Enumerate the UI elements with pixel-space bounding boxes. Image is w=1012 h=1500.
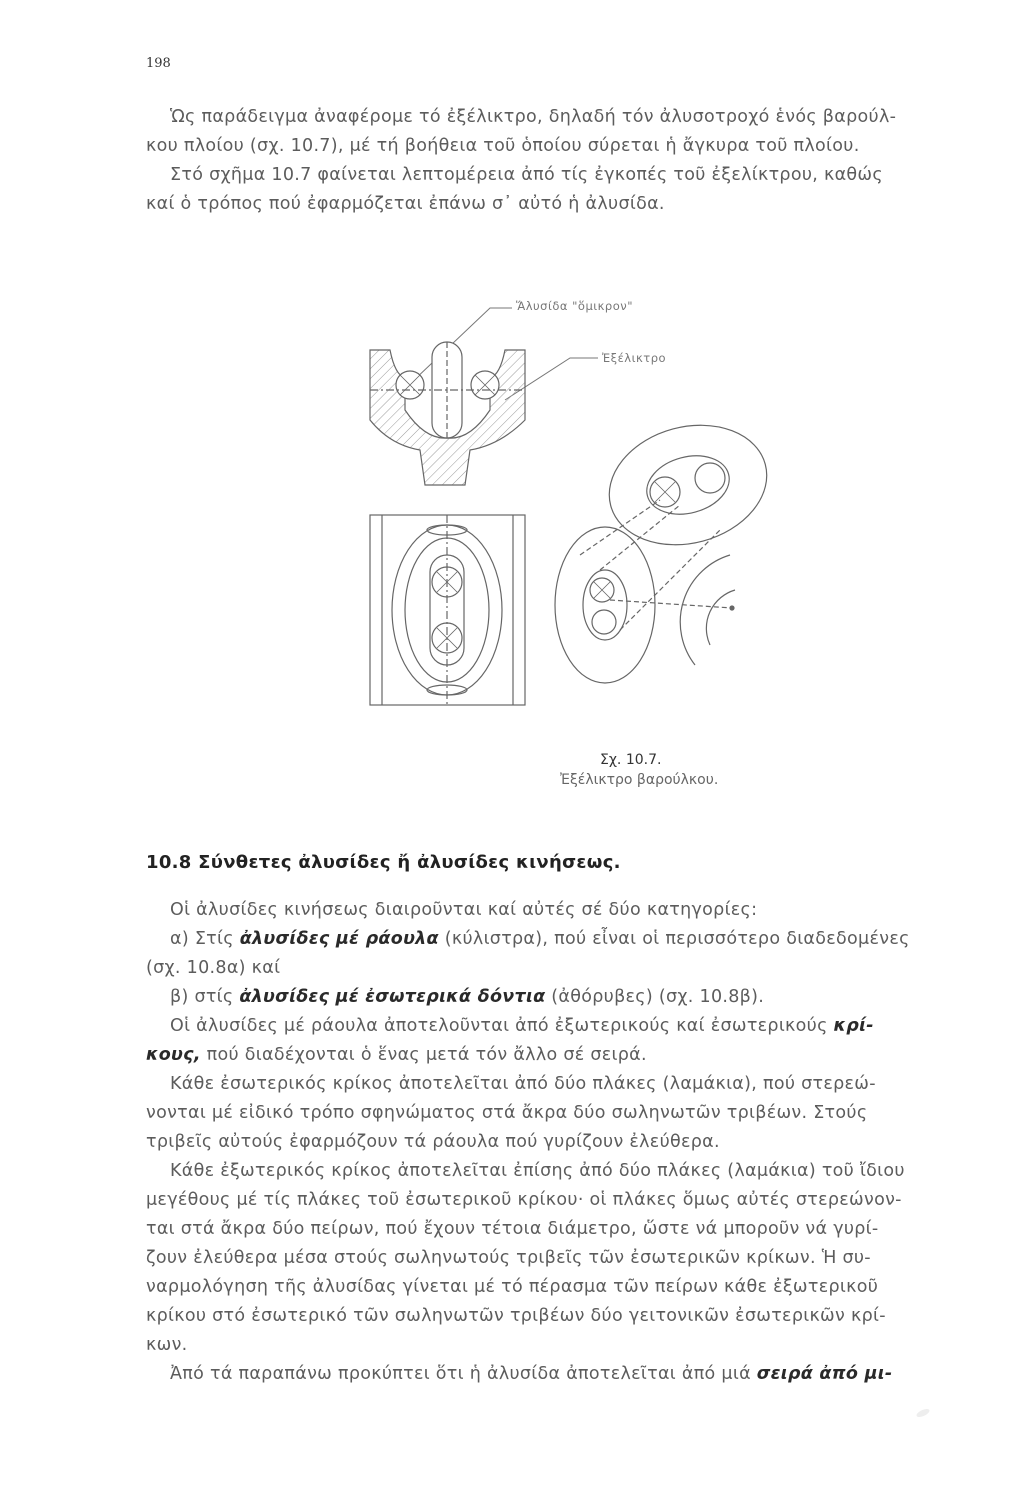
p2-text-end: πού διαδέχονται ὁ ἕνας μετά τόν ἄλλο σέ σειρά. (200, 1045, 647, 1065)
intro-line: καί ὁ τρόπος πού ἐφαρμόζεται ἐπάνω σ᾿ αὐτό ἡ ἀλυσίδα. (146, 194, 665, 214)
item-b-term: ἀλυσίδες μέ ἐσωτερικά δόντια (239, 987, 546, 1007)
body-line: Κάθε ἐξωτερικός κρίκος ἀποτελεῖται ἐπίσης ἀπό δύο πλάκες (λαμάκια) τοῦ ἴδιου (170, 1161, 905, 1181)
item-a-term: ἀλυσίδες μέ ράουλα (239, 929, 439, 949)
body-text (146, 896, 966, 1389)
body-line (146, 983, 966, 1012)
intro-line: κου πλοίου (σχ. 10.7), μέ τή βοήθεια τοῦ ὁποίου σύρεται ἡ ἄγκυρα τοῦ πλοίου. (146, 136, 860, 156)
label-wheel: Ἐξέλικτρο (602, 351, 667, 365)
body-line (146, 1012, 966, 1041)
intro-line: Ὡς παράδειγμα ἀναφέρομε τό ἐξέλικτρο, δηλαδή τόν ἀλυσοτροχό ἑνός βαρούλ- (170, 107, 897, 127)
body-line: Οἱ ἀλυσίδες κινήσεως διαιροῦνται καί αὐτές σέ δύο κατηγορίες: (170, 900, 758, 920)
figure-number: Σχ. 10.7. (600, 752, 662, 768)
p2-term-part2: κους, (146, 1045, 201, 1065)
body-line: ται στά ἄκρα δύο πείρων, πού ἔχουν τέτοια διάμετρο, ὥστε νά μποροῦν νά γυρί- (146, 1219, 879, 1239)
figure-title: Ἐξέλικτρο βαρούλκου. (560, 772, 719, 788)
body-line: νονται μέ εἰδικό τρόπο σφηνώματος στά ἄκρα δύο σωληνωτῶν τριβέων. Στούς (146, 1103, 868, 1123)
item-a-suffix: (κύλιστρα), πού εἶναι οἱ περισσότερο διαδεδομένες (438, 929, 910, 949)
body-line: μεγέθους μέ τίς πλάκες τοῦ ἐσωτερικοῦ κρίκου· οἱ πλάκες ὅμως αὐτές στερεώνον- (146, 1190, 902, 1210)
chain-link-detail (555, 408, 780, 683)
body-line: ζουν ἐλεύθερα μέσα στούς σωληνωτούς τριβεῖς τῶν ἐσωτερικῶν κρίκων. Ἡ συ- (146, 1248, 871, 1268)
p2-term-part1: κρί- (833, 1016, 874, 1036)
item-b-suffix: (ἀθόρυβες) (σχ. 10.8β). (545, 987, 765, 1007)
body-line (146, 1360, 966, 1389)
figure-caption (560, 752, 718, 788)
p2-text: Οἱ ἀλυσίδες μέ ράουλα ἀποτελοῦνται ἀπό ἐξωτερικούς καί ἐσωτερικούς (170, 1016, 834, 1036)
intro-line: Στό σχῆμα 10.7 φαίνεται λεπτομέρεια ἀπό τίς ἐγκοπές τοῦ ἐξελίκτρου, καθώς (170, 165, 883, 185)
item-a-prefix: α) Στίς (170, 929, 240, 949)
body-line: (σχ. 10.8α) καί (146, 958, 281, 978)
body-line: κων. (146, 1335, 188, 1355)
body-line: Κάθε ἐσωτερικός κρίκος ἀποτελεῖται ἀπό δύο πλάκες (λαμάκια), πού στερεώ- (170, 1074, 876, 1094)
body-line (146, 1041, 966, 1070)
label-chain: Ἅλυσίδα "ὅμικρον" (516, 299, 633, 313)
body-line: τριβεῖς αὐτούς ἐφαρμόζουν τά ράουλα πού γυρίζουν ἐλεύθερα. (146, 1132, 720, 1152)
body-line (146, 925, 966, 954)
section-heading: 10.8 Σύνθετες ἀλυσίδες ἤ ἀλυσίδες κινήσεως. (146, 852, 621, 873)
page-number: 198 (146, 56, 171, 71)
section-view (370, 342, 525, 485)
intro-paragraph (146, 103, 966, 219)
figure-windlass-wheel-drawing (340, 270, 820, 740)
p5-text: Ἀπό τά παραπάνω προκύπτει ὅτι ἡ ἀλυσίδα ἀποτελεῖται ἀπό μιά (170, 1364, 757, 1384)
scan-smudge (915, 1407, 930, 1418)
front-view (370, 515, 525, 705)
p5-term: σειρά ἀπό μι- (756, 1364, 893, 1384)
body-line: ναρμολόγηση τῆς ἀλυσίδας γίνεται μέ τό πέρασμα τῶν πείρων κάθε ἐξωτερικοῦ (146, 1277, 879, 1297)
body-line: κρίκου στό ἐσωτερικό τῶν σωληνωτῶν τριβέων δύο γειτονικῶν ἐσωτερικῶν κρί- (146, 1306, 886, 1326)
item-b-prefix: β) στίς (170, 987, 240, 1007)
